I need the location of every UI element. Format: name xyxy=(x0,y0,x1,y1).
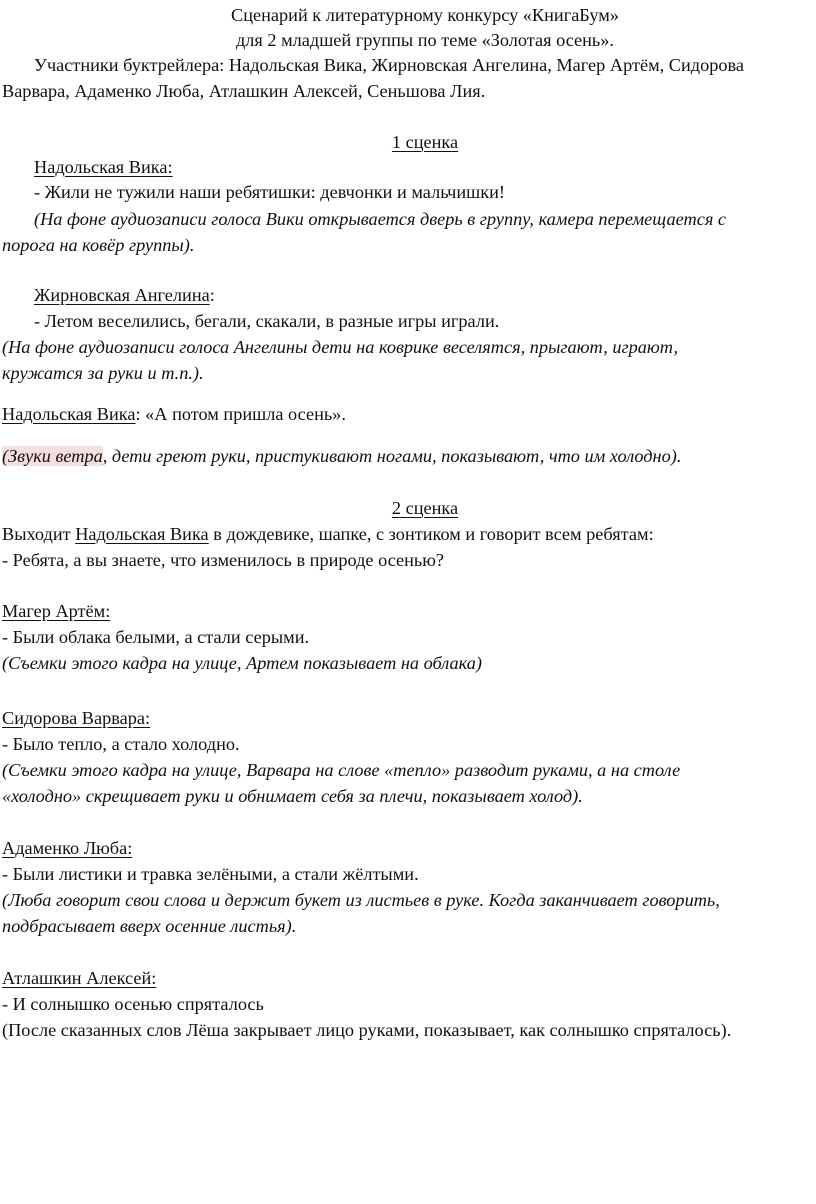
speaker-vika: Надольская Вика: xyxy=(34,157,173,177)
intro-suffix: в дождевике, шапке, с зонтиком и говорит всем ребятам: xyxy=(208,524,654,544)
participants-line-1: Участники буктрейлера: Надольская Вика, Жирновская Ангелина, Магер Артём, Сидорова xyxy=(34,55,744,75)
title-line-2: для 2 младшей группы по теме «Золотая осень». xyxy=(236,30,614,50)
lyuba-note-1: (Люба говорит свои слова и держит букет из листьев в руке. Когда заканчивает говорить, xyxy=(2,890,720,910)
wind-highlight: (Звуки ветра xyxy=(2,446,103,466)
varvara-line: - Было тепло, а стало холодно. xyxy=(2,734,240,754)
wind-note xyxy=(2,445,681,467)
participants-line-2: Варвара, Адаменко Люба, Атлашкин Алексей, Сеньшова Лия. xyxy=(2,81,486,101)
vika-note-1: (На фоне аудиозаписи голоса Вики открывается дверь в группу, камера перемещается с xyxy=(34,209,727,229)
varvara-note-2: «холодно» скрещивает руки и обнимает себя за плечи, показывает холод). xyxy=(2,786,583,806)
lyuba-note-2: подбрасывает вверх осенние листья). xyxy=(2,916,297,936)
angelina-note-1: (На фоне аудиозаписи голоса Ангелины дети на коврике веселятся, прыгают, играют, xyxy=(2,337,679,357)
speaker-varvara: Сидорова Варвара: xyxy=(2,708,151,728)
speaker-vika-2: Надольская Вика xyxy=(2,404,136,424)
speaker-lyuba: Адаменко Люба: xyxy=(2,838,133,858)
speaker-aleksey: Атлашкин Алексей: xyxy=(2,968,157,988)
vika-note-2: порога на ковёр группы). xyxy=(2,235,195,255)
wind-rest: , дети греют руки, пристукивают ногами, показывают, что им холодно). xyxy=(102,446,682,466)
speaker-angelina: Жирновская Ангелина xyxy=(34,285,210,305)
scene-2-heading: 2 сценка xyxy=(391,498,459,518)
aleksey-note: (После сказанных слов Лёша закрывает лицо руками, показывает, как солнышко спряталось). xyxy=(2,1020,732,1040)
intro-prefix: Выходит xyxy=(2,524,76,544)
lyuba-line: - Были листики и травка зелёными, а стали жёлтыми. xyxy=(2,864,419,884)
speaker-artem: Магер Артём: xyxy=(2,601,111,621)
artem-line: - Были облака белыми, а стали серыми. xyxy=(2,627,310,647)
intro-speaker-vika: Надольская Вика xyxy=(75,524,209,544)
artem-note: (Съемки этого кадра на улице, Артем показывает на облака) xyxy=(2,653,482,673)
scene-1-heading: 1 сценка xyxy=(391,132,459,152)
intro-question: - Ребята, а вы знаете, что изменилось в природе осенью? xyxy=(2,550,445,570)
vika-line: - Жили не тужили наши ребятишки: девчонки и мальчишки! xyxy=(34,182,505,202)
vika-autumn-line: : «А потом пришла осень». xyxy=(135,404,346,424)
vika-autumn-row xyxy=(2,403,346,425)
angelina-line: - Летом веселились, бегали, скакали, в разные игры играли. xyxy=(34,311,500,331)
angelina-colon: : xyxy=(209,285,215,305)
title-line-1: Сценарий к литературному конкурсу «КнигаБум» xyxy=(231,5,619,25)
varvara-note-1: (Съемки этого кадра на улице, Варвара на слове «тепло» разводит руками, а на столе xyxy=(2,760,681,780)
aleksey-line: - И солнышко осенью спряталось xyxy=(2,994,264,1014)
angelina-note-2: кружатся за руки и т.п.). xyxy=(2,363,204,383)
scene-2-intro xyxy=(2,523,654,545)
speaker-angelina-row xyxy=(34,284,215,306)
